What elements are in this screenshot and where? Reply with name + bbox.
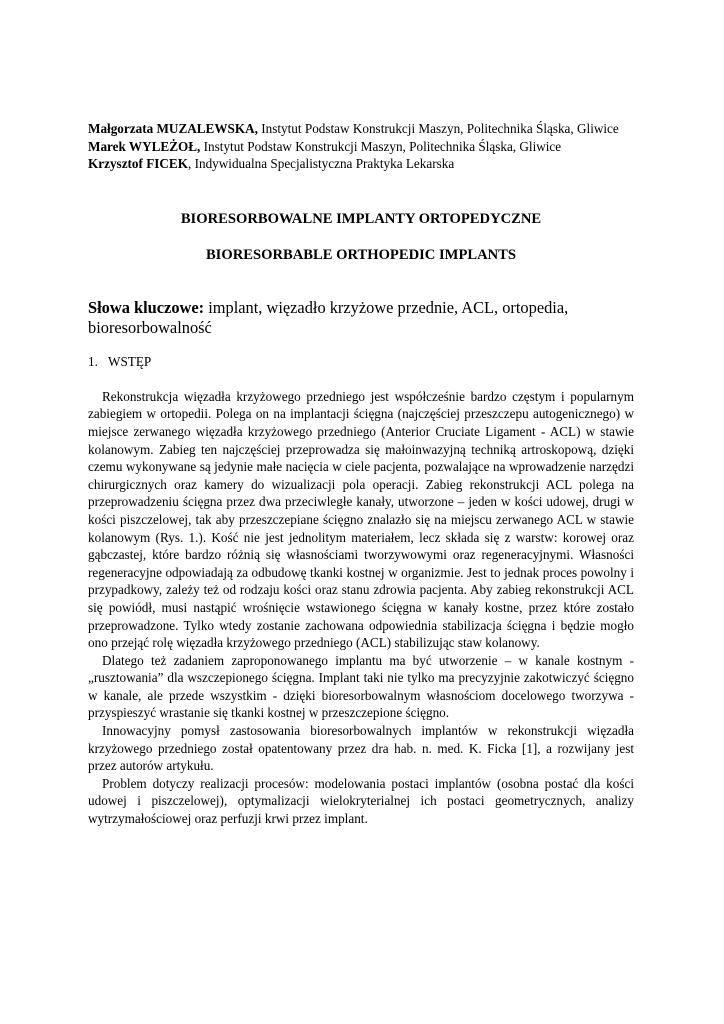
author-entry xyxy=(88,120,634,138)
author-entry xyxy=(88,155,634,173)
paragraph: Problem dotyczy realizacji procesów: modelowania postaci implantów (osobna postać dla kości udowej i piszczelowej), optymalizacji wielokryterialnej ich postaci geometrycznych, analizy wytrzymałościowej oraz perfuzji krwi przez implant. xyxy=(88,775,634,827)
author-affiliation: Instytut Podstaw Konstrukcji Maszyn, Politechnika Śląska, Gliwice xyxy=(257,121,619,136)
title-english: BIORESORBABLE ORTHOPEDIC IMPLANTS xyxy=(205,246,517,263)
author-name: Krzysztof FICEK xyxy=(88,156,188,172)
author-list xyxy=(88,120,634,173)
body-text xyxy=(88,388,634,828)
keywords xyxy=(88,298,634,338)
author-name: Małgorzata MUZALEWSKA, xyxy=(88,121,258,136)
paragraph: Rekonstrukcja więzadła krzyżowego przedniego jest współcześnie bardzo częstym i popularnym zabiegiem w ortopedii. Polega on na implantacji ścięgna (najczęściej przeszczepu autogenicznego) w miejsce zerwanego więzadła krzyżowego przedniego (Anterior Cruciate Ligament - ACL) w stawie kolanowym. Zabieg ten najczęściej przeprowadza się małoinwazyjną techniką artroskopową, dzięki czemu wykonywane są jedynie małe nacięcia w ciele pacjenta, pozwalające na wprowadzenie narzędzi chirurgicznych oraz kamery do wizualizacji pola operacji. Zabieg rekonstrukcji ACL polega na przeprowadzeniu ścięgna przez dwa przeciwległe kanały, utworzone – jeden w kości udowej, drugi w kości piszczelowej, tak aby przeszczepiane ścięgno znalazło się na miejscu zerwanego ACL w stawie kolanowym (Rys. 1.). Kość nie jest jednolitym materiałem, lecz składa się z warstw: korowej oraz gąbczastej, które bardzo różnią się własnościami tworzywowymi oraz regeneracyjnymi. Własności regeneracyjne odpowiadają za odbudowę tkanki kostnej w organizmie. Jest to jednak proces powolny i przypadkowy, zależy też od rodzaju kości oraz stanu zdrowia pacjenta. Aby zabieg rekonstrukcji ACL się powiódł, musi nastąpić wrośnięcie wstawionego ścięgna w kanały kostne, przez które zostało przeprowadzone. Tylko wtedy zostanie zachowana odpowiednia stabilizacja ścięgna i będzie mogło ono przejąć rolę więzadła krzyżowego przedniego (ACL) stabilizując staw kolanowy. xyxy=(88,388,634,651)
section-number: 1. xyxy=(88,353,98,369)
paragraph: Innowacyjny pomysł zastosowania bioresorbowalnych implantów w rekonstrukcji więzadła krzyżowego przedniego został opatentowany przez dra hab. n. med. K. Ficka [1], a rozwijany jest przez autorów artykułu. xyxy=(88,723,634,774)
title-polish: BIORESORBOWALNE IMPLANTY ORTOPEDYCZNE xyxy=(180,210,542,227)
keywords-text: implant, więzadło krzyżowe przednie, ACL, ortopedia, bioresorbowalność xyxy=(88,297,569,337)
document-page xyxy=(88,120,634,828)
author-affiliation: Instytut Podstaw Konstrukcji Maszyn, Politechnika Śląska, Gliwice xyxy=(200,138,562,154)
keywords-label: Słowa kluczowe: xyxy=(88,297,205,317)
section-heading xyxy=(88,353,634,370)
author-affiliation: , Indywidualna Specjalistyczna Praktyka Lekarska xyxy=(187,156,455,172)
author-entry xyxy=(88,138,634,156)
section-title: WSTĘP xyxy=(108,353,152,369)
author-name: Marek WYLEŻOŁ, xyxy=(88,138,201,154)
paragraph: Dlatego też zadaniem zaproponowanego implantu ma być utworzenie – w kanale kostnym - „rusztowania” dla wszczepionego ścięgna. Implant taki nie tylko ma precyzyjnie zakotwiczyć ścięgno w kanale, ale przede wszystkim - dzięki bioresorbowalnym własnościom docelowego tworzywa - przyspieszyć wrastanie się tkanki kostnej w przeszczepione ścięgno. xyxy=(88,652,634,721)
